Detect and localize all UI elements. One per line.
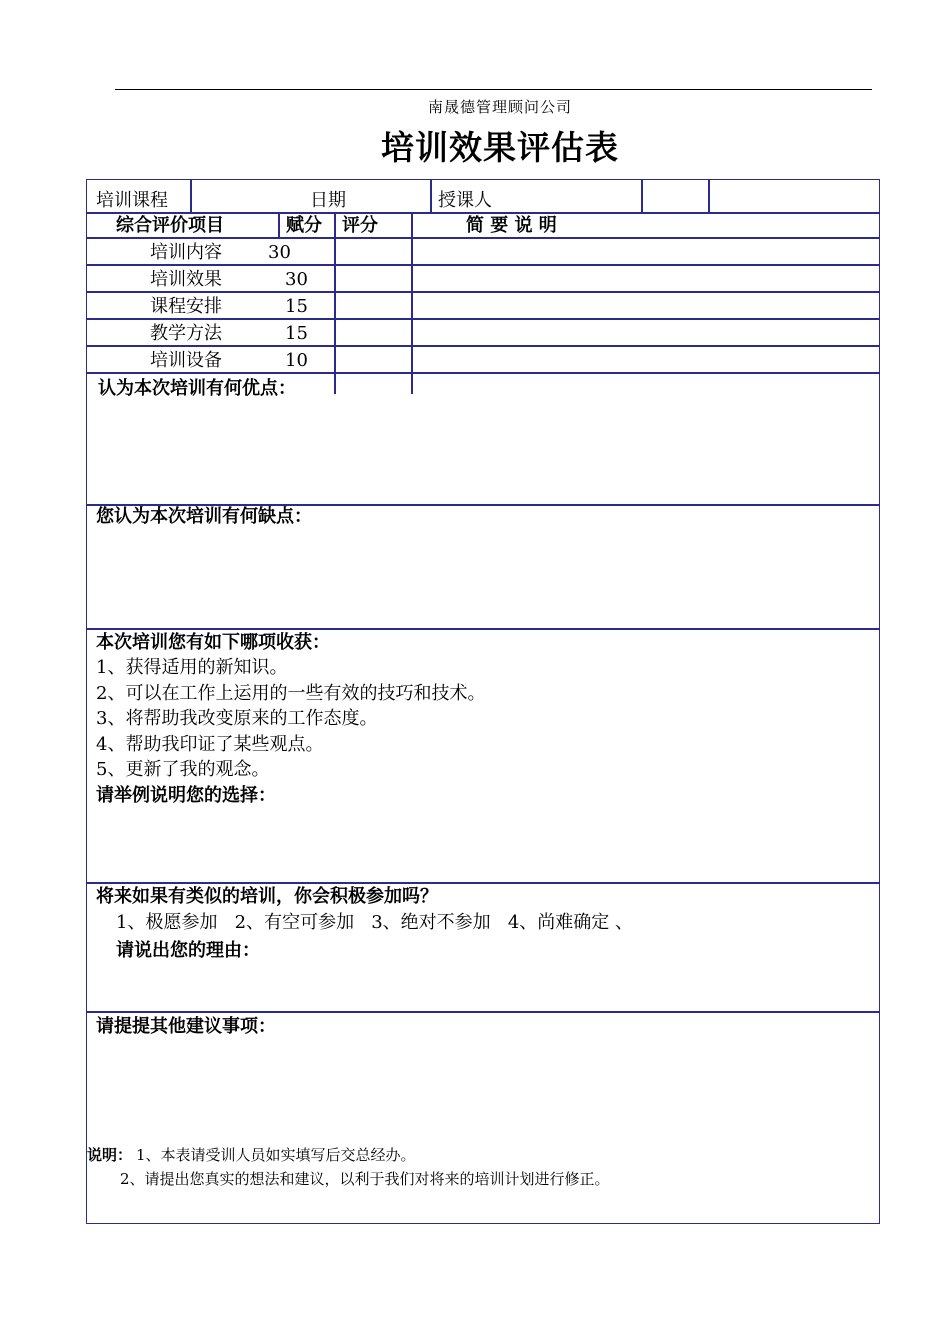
course-label: 培训课程 [96,190,168,211]
row-divider [86,212,880,214]
page-title: 培训效果评估表 [381,128,619,167]
section-divider [86,882,880,884]
suggestions-label: 请提提其他建议事项： [96,1016,276,1037]
list-item: 4、帮助我印证了某些观点。 [96,734,324,755]
notes-line-2: 2、请提出您真实的想法和建议，以利于我们对将来的培训计划进行修正。 [120,1170,610,1188]
table-row-item: 教学方法 [150,323,222,344]
table-row-weight: 30 [268,242,291,263]
company-name: 南晟德管理顾问公司 [427,98,572,116]
notes-line-1: 1、本表请受训人员如实填写后交总经办。 [136,1146,416,1164]
header-item: 综合评价项目 [116,215,224,236]
list-item: 5、更新了我的观念。 [96,759,270,780]
header-weight: 赋分 [286,215,322,236]
future-options: 1、极愿参加 2、有空可参加 3、绝对不参加 4、尚难确定 、 [116,912,634,933]
header-note: 简 要 说 明 [466,215,557,236]
list-item: 2、可以在工作上运用的一些有效的技巧和技术。 [96,683,486,704]
table-row-item: 课程安排 [150,296,222,317]
gains-title: 本次培训您有如下哪项收获： [96,632,330,653]
col-divider [411,212,413,394]
date-label: 日期 [310,190,346,211]
instructor-label: 授课人 [438,190,492,211]
table-row-weight: 10 [285,350,308,371]
weaknesses-label: 您认为本次培训有何缺点： [96,506,312,527]
row-divider [86,318,880,320]
col-divider [641,179,643,212]
col-divider [334,212,336,394]
table-row-weight: 15 [285,323,308,344]
list-item: 1、获得适用的新知识。 [96,657,288,678]
col-divider [278,212,280,237]
table-row-item: 培训设备 [150,350,222,371]
table-row-weight: 15 [285,296,308,317]
future-reason-label: 请说出您的理由： [116,940,260,961]
table-row-item: 培训效果 [150,269,222,290]
row-divider [86,291,880,293]
gains-example-label: 请举例说明您的选择： [96,785,276,806]
table-row-weight: 30 [285,269,308,290]
col-divider [430,179,432,212]
list-item: 3、将帮助我改变原来的工作态度。 [96,708,378,729]
row-divider [86,237,880,239]
table-row-item: 培训内容 [150,242,222,263]
section-divider [86,628,880,630]
row-divider [86,345,880,347]
header-score: 评分 [342,215,378,236]
header-rule [115,89,872,90]
col-divider [708,179,710,212]
row-divider [86,372,880,374]
strengths-label: 认为本次培训有何优点： [98,378,296,399]
future-title: 将来如果有类似的培训，你会积极参加吗？ [96,886,438,907]
row-divider [86,264,880,266]
col-divider [190,179,192,212]
notes-label: 说明： [87,1146,133,1164]
section-divider [86,1011,880,1013]
